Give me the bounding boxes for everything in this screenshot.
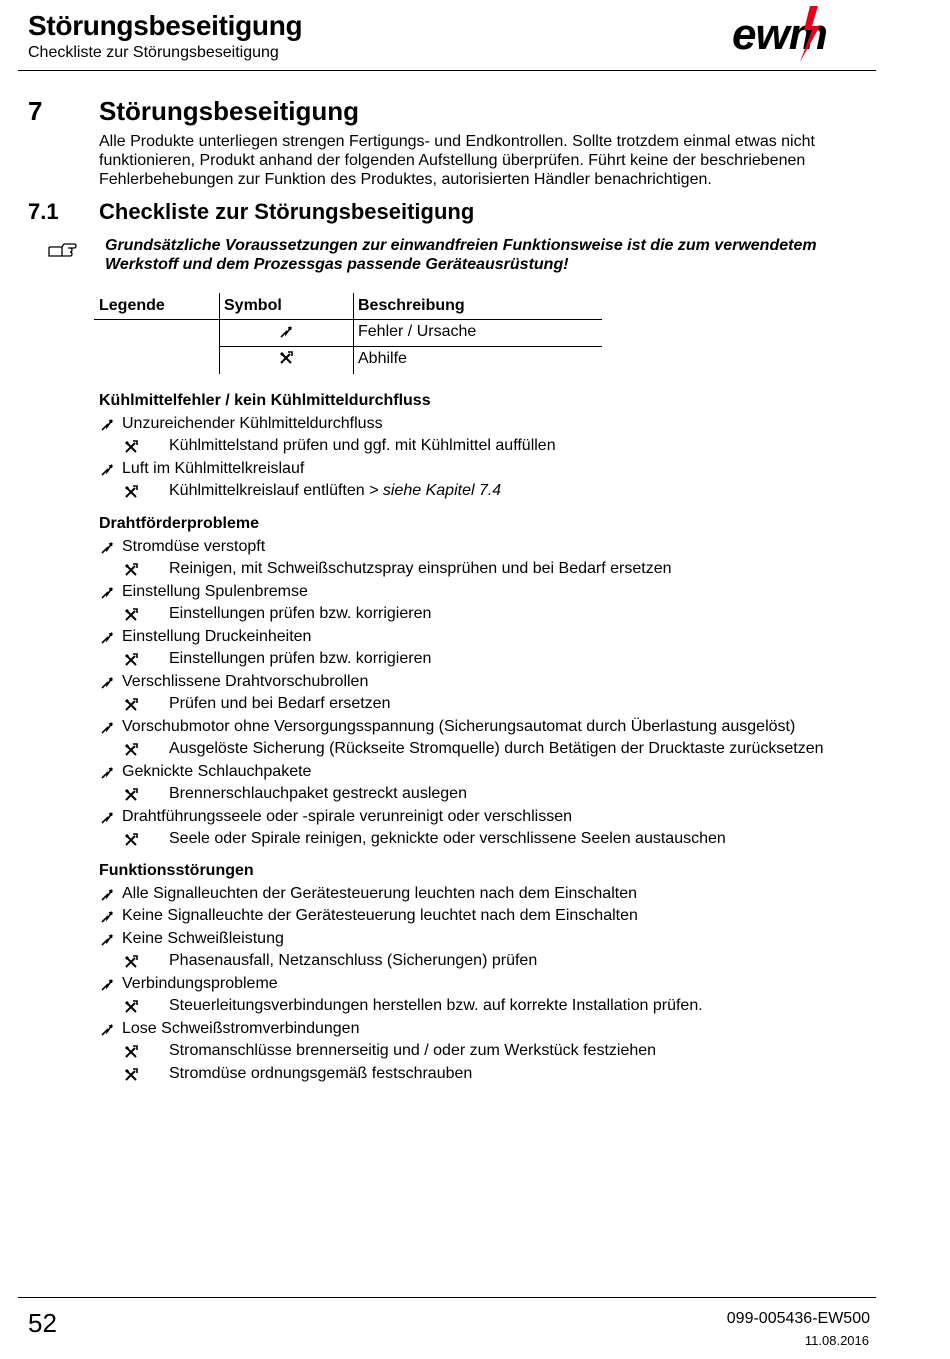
- chapter-number: 7: [28, 96, 43, 126]
- remedy-text: [169, 997, 703, 1015]
- remedy-label: Phasenausfall, Netzanschluss (Sicherungen) prüfen: [169, 952, 538, 969]
- ewm-logo: [730, 4, 860, 64]
- fault-icon: [101, 978, 113, 992]
- remedy-icon: [124, 833, 138, 847]
- remedy-text: [169, 605, 431, 623]
- remedy-icon: [124, 653, 138, 667]
- fault-label: Verschlissene Drahtvorschubrollen: [122, 672, 369, 690]
- fault-label: Alle Signalleuchten der Gerätesteuerung leuchten nach dem Einschalten: [122, 884, 637, 902]
- fault-text: [122, 628, 311, 646]
- remedy-icon: [124, 485, 138, 499]
- fault-icon: [101, 631, 113, 645]
- fault-text: [122, 1020, 359, 1038]
- remedy-icon: [279, 351, 293, 365]
- remedy-label: Einstellungen prüfen bzw. korrigieren: [169, 650, 432, 667]
- fault-text: [122, 673, 368, 691]
- section-number: 7.1: [28, 199, 59, 224]
- fault-text: [122, 885, 637, 903]
- fault-label: Keine Signalleuchte der Gerätesteuerung leuchtet nach dem Einschalten: [122, 907, 638, 924]
- remedy-label: Einstellungen prüfen bzw. korrigieren: [169, 605, 432, 622]
- chapter-intro: Alle Produkte unterliegen strengen Fertigungs- und Endkontrollen. Sollte trotzdem einmal etwas nicht funktionieren, Produkt anhand der folgenden Aufstellung überprüfen. Führt keine der beschriebenen Fehlerbehebungen zur Funktion des Produktes, autorisierten Händler benachrichtigen.: [99, 133, 815, 188]
- fault-text: [122, 808, 572, 826]
- remedy-icon: [124, 698, 138, 712]
- fault-label: Keine Schweißleistung: [122, 929, 284, 947]
- document-code: 099-005436-EW500: [726, 1310, 870, 1327]
- remedy-icon: [124, 440, 138, 454]
- category-title: Kühlmittelfehler / kein Kühlmitteldurchfluss: [99, 392, 431, 409]
- fault-icon: [101, 766, 113, 780]
- fault-text: [122, 718, 795, 736]
- remedy-text: [169, 1042, 656, 1060]
- remedy-icon: [124, 1045, 138, 1059]
- fault-text: [122, 763, 311, 781]
- category-title: Drahtförderprobleme: [99, 515, 260, 532]
- legend-header-description: Beschreibung: [358, 297, 465, 314]
- fault-icon: [101, 463, 113, 477]
- section-note: Grundsätzliche Voraussetzungen zur einwandfreien Funktionsweise ist die zum verwendetem Werkstoff und dem Prozessgas passende Geräteausrüstung!: [105, 237, 817, 273]
- fault-icon: [101, 586, 113, 600]
- fault-label: Geknickte Schlauchpakete: [122, 762, 312, 780]
- remedy-icon: [124, 563, 138, 577]
- category-title: Funktionsstörungen: [99, 862, 254, 879]
- fault-label: Verbindungsprobleme: [122, 974, 278, 992]
- chapter-title: Störungsbeseitigung: [99, 96, 359, 126]
- fault-icon: [101, 811, 113, 825]
- remedy-icon: [124, 743, 138, 757]
- fault-icon: [101, 418, 113, 432]
- remedy-label: Brennerschlauchpaket gestreckt auslegen: [169, 785, 467, 802]
- remedy-icon: [124, 1000, 138, 1014]
- remedy-icon: [124, 955, 138, 969]
- svg-text:ewm: ewm: [732, 10, 827, 59]
- fault-text: [122, 538, 265, 556]
- legend-row-fault: Fehler / Ursache: [358, 323, 477, 340]
- fault-icon: [101, 1023, 113, 1037]
- remedy-label: Ausgelöste Sicherung (Rückseite Stromquelle) durch Betätigen der Drucktaste zurücksetzen: [169, 740, 824, 757]
- pointing-hand-icon: [48, 238, 78, 260]
- remedy-label: Reinigen, mit Schweißschutzspray einsprühen und bei Bedarf ersetzen: [169, 560, 672, 577]
- header-title: Störungsbeseitigung: [28, 10, 303, 41]
- remedy-label: Stromdüse ordnungsgemäß festschrauben: [169, 1064, 473, 1082]
- fault-label: Drahtführungsseele oder -spirale verunreinigt oder verschlissen: [122, 807, 573, 825]
- fault-label: Einstellung Spulenbremse: [122, 582, 308, 600]
- fault-icon: [101, 933, 113, 947]
- remedy-label: Seele oder Spirale reinigen, geknickte oder verschlissene Seelen austauschen: [169, 830, 726, 847]
- remedy-text: [169, 830, 726, 848]
- fault-text: [122, 460, 304, 478]
- remedy-label: Kühlmittelkreislauf entlüften: [169, 482, 365, 499]
- legend-header-symbol: Symbol: [224, 297, 282, 314]
- document-date: 11.08.2016: [804, 1333, 869, 1348]
- fault-label: Einstellung Druckeinheiten: [122, 627, 312, 645]
- remedy-icon: [124, 608, 138, 622]
- fault-label: Vorschubmotor ohne Versorgungsspannung (Sicherungsautomat durch Überlastung ausgelöst): [122, 717, 796, 735]
- remedy-text: [169, 650, 431, 668]
- remedy-label: Steuerleitungsverbindungen herstellen bzw. auf korrekte Installation prüfen.: [169, 997, 703, 1014]
- fault-icon: [101, 721, 113, 735]
- remedy-text: [169, 695, 390, 713]
- header-rule: [18, 70, 876, 71]
- fault-text: [122, 975, 278, 993]
- fault-text: [122, 415, 383, 433]
- remedy-text: [169, 740, 824, 758]
- fault-label: Stromdüse verstopft: [122, 537, 266, 555]
- fault-label: Lose Schweißstromverbindungen: [122, 1019, 360, 1037]
- legend-header-legend: Legende: [99, 297, 165, 314]
- legend-row-remedy: Abhilfe: [358, 350, 407, 367]
- remedy-text: [169, 785, 467, 803]
- fault-icon: [101, 910, 113, 924]
- remedy-text: [169, 560, 672, 578]
- page-number: 52: [28, 1308, 57, 1338]
- fault-icon: [101, 541, 113, 555]
- section-title: Checkliste zur Störungsbeseitigung: [99, 199, 475, 224]
- remedy-text: [169, 1065, 472, 1083]
- fault-text: [122, 907, 638, 925]
- header-subtitle: Checkliste zur Störungsbeseitigung: [28, 44, 279, 61]
- remedy-label: Kühlmittelstand prüfen und ggf. mit Kühlmittel auffüllen: [169, 437, 556, 454]
- fault-icon: [101, 888, 113, 902]
- fault-text: [122, 930, 284, 948]
- chapter-reference-link[interactable]: > siehe Kapitel 7.4: [369, 482, 502, 499]
- fault-icon: [280, 325, 292, 339]
- remedy-text: [169, 437, 556, 455]
- footer-rule: [18, 1297, 876, 1298]
- fault-text: [122, 583, 308, 601]
- remedy-text: [169, 482, 501, 500]
- fault-label: Luft im Kühlmittelkreislauf: [122, 459, 305, 477]
- remedy-text: [169, 952, 537, 970]
- remedy-icon: [124, 788, 138, 802]
- remedy-icon: [124, 1068, 138, 1082]
- remedy-label: Stromanschlüsse brennerseitig und / oder zum Werkstück festziehen: [169, 1042, 657, 1059]
- fault-icon: [101, 676, 113, 690]
- fault-label: Unzureichender Kühlmitteldurchfluss: [122, 414, 383, 432]
- remedy-label: Prüfen und bei Bedarf ersetzen: [169, 695, 391, 712]
- legend-table: [94, 293, 602, 375]
